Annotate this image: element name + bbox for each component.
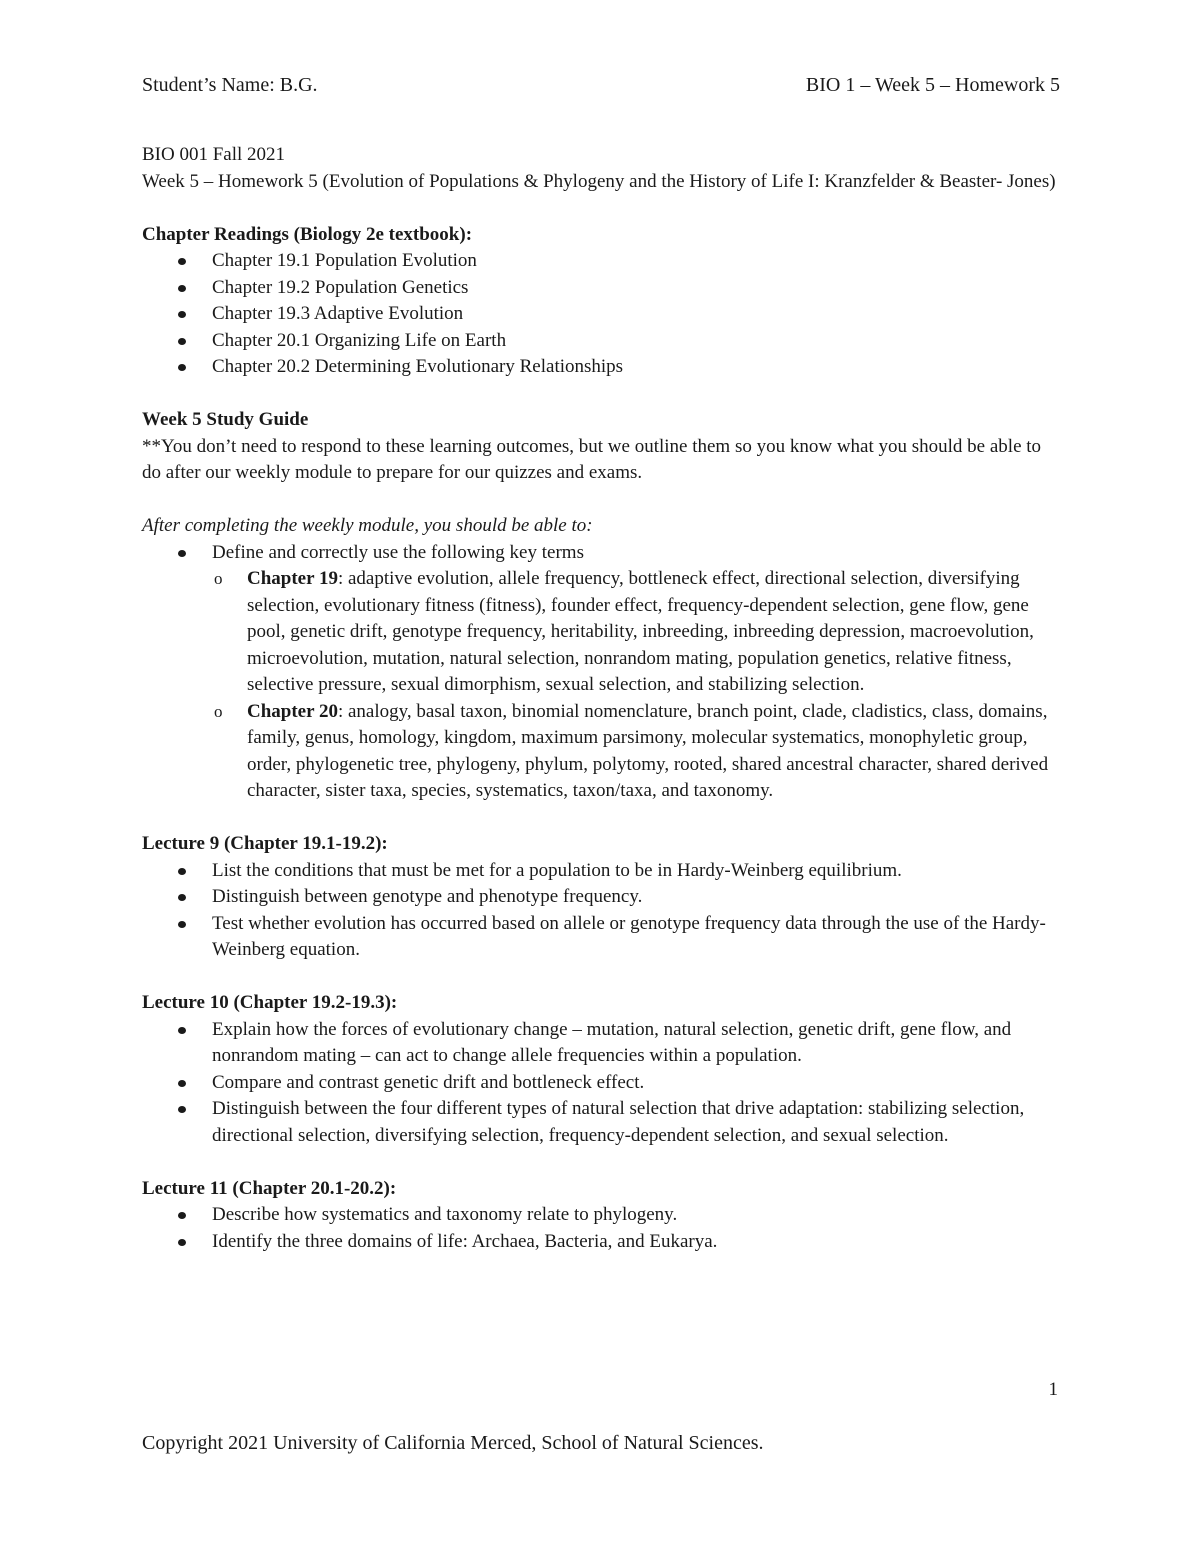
list-item: Identify the three domains of life: Archaea, Bacteria, and Eukarya. — [142, 1229, 1060, 1256]
chapter-19-terms: o Chapter 19: adaptive evolution, allele frequency, bottleneck effect, directional selection, diversifying selection, evolutionary fitness (fitness), founder effect, frequency-dependent selection, gene flow, gene pool, genetic drift, genotype frequency, heritability, inbreeding, inbreeding depression, macroevolution, microevolution, mutation, natural selection, nonrandom mating, population genetics, relative fitness, selective pressure, sexual dimorphism, sexual selection, and stabilizing selection. — [214, 568, 1034, 695]
bullet-icon — [178, 868, 186, 875]
bullet-icon — [178, 338, 186, 345]
bullet-icon — [178, 1239, 186, 1246]
list-item: Chapter 19.1 Population Evolution — [142, 248, 1060, 275]
bullet-icon — [178, 285, 186, 292]
list-item: Distinguish between the four different types of natural selection that drive adaptation: stabilizing selection, directional selection, diversifying selection, frequency-dependent selection, and sexual selection. — [142, 1096, 1060, 1149]
bullet-icon — [178, 1212, 186, 1219]
list-item: Chapter 20.1 Organizing Life on Earth — [142, 328, 1060, 355]
study-guide-note: **You don’t need to respond to these learning outcomes, but we outline them so you know what you should be able to do after our weekly module to prepare for our quizzes and exams. — [142, 435, 1042, 483]
student-name: Student’s Name: B.G. — [142, 74, 318, 96]
circle-bullet-icon: o — [214, 701, 223, 721]
key-terms-list — [142, 540, 1060, 805]
readings-heading: Chapter Readings (Biology 2e textbook): — [142, 223, 473, 245]
lecture-11-list — [142, 1202, 1060, 1255]
list-item: Chapter 19.2 Population Genetics — [142, 275, 1060, 302]
circle-bullet-icon: o — [214, 569, 223, 588]
bullet-icon — [178, 921, 186, 928]
document-body — [142, 142, 1060, 1255]
header-course-title: BIO 1 – Week 5 – Homework 5 — [805, 74, 1060, 96]
bullet-icon — [178, 258, 186, 265]
list-item: Chapter 20.2 Determining Evolutionary Relationships — [142, 354, 1060, 381]
list-item: Chapter 19.3 Adaptive Evolution — [142, 301, 1060, 328]
list-item: Distinguish between genotype and phenotype frequency. — [142, 884, 1060, 911]
list-item: Test whether evolution has occurred based on allele or genotype frequency data through the use of the Hardy-Weinberg equation. — [142, 911, 1060, 964]
lecture-10-heading: Lecture 10 (Chapter 19.2-19.3): — [142, 992, 398, 1013]
readings-list — [142, 248, 1060, 381]
bullet-icon — [178, 1080, 186, 1087]
list-item: Explain how the forces of evolutionary change – mutation, natural selection, genetic drift, gene flow, and nonrandom mating – can act to change allele frequencies within a population. — [142, 1017, 1060, 1070]
list-item: Describe how systematics and taxonomy relate to phylogeny. — [142, 1202, 1060, 1229]
lecture-9-list — [142, 858, 1060, 964]
lecture-9-heading: Lecture 9 (Chapter 19.1-19.2): — [142, 833, 388, 854]
bullet-icon — [178, 1106, 186, 1113]
list-item: Define and correctly use the following key terms — [142, 540, 1060, 567]
study-guide-lead: After completing the weekly module, you should be able to: — [142, 515, 593, 536]
homework-title: Week 5 – Homework 5 (Evolution of Populations & Phylogeny and the History of Life I: Kranzfelder & Beaster- Jones) — [142, 170, 1056, 192]
list-item: Compare and contrast genetic drift and bottleneck effect. — [142, 1070, 1060, 1097]
page-header — [142, 72, 1060, 99]
bullet-icon — [178, 550, 186, 557]
bullet-icon — [178, 894, 186, 901]
copyright-footer: Copyright 2021 University of California Merced, School of Natural Sciences. — [142, 1432, 764, 1454]
study-guide-heading: Week 5 Study Guide — [142, 409, 309, 430]
bullet-icon — [178, 1027, 186, 1034]
course-line: BIO 001 Fall 2021 — [142, 144, 286, 165]
lecture-10-list — [142, 1017, 1060, 1150]
chapter-20-terms: o Chapter 20: analogy, basal taxon, binomial nomenclature, branch point, clade, cladistics, class, domains, family, genus, homology, kingdom, maximum parsimony, molecular systematics, monophyletic group, order, phylogenetic tree, phylogeny, phylum, polytomy, rooted, shared ancestral character, shared derived character, sister taxa, species, systematics, taxon/taxa, and taxonomy. — [214, 700, 1049, 801]
bullet-icon — [178, 311, 186, 318]
lecture-11-heading: Lecture 11 (Chapter 20.1-20.2): — [142, 1177, 397, 1199]
page-number: 1 — [1048, 1379, 1058, 1400]
list-item: List the conditions that must be met for a population to be in Hardy-Weinberg equilibrium. — [142, 858, 1060, 885]
bullet-icon — [178, 364, 186, 371]
